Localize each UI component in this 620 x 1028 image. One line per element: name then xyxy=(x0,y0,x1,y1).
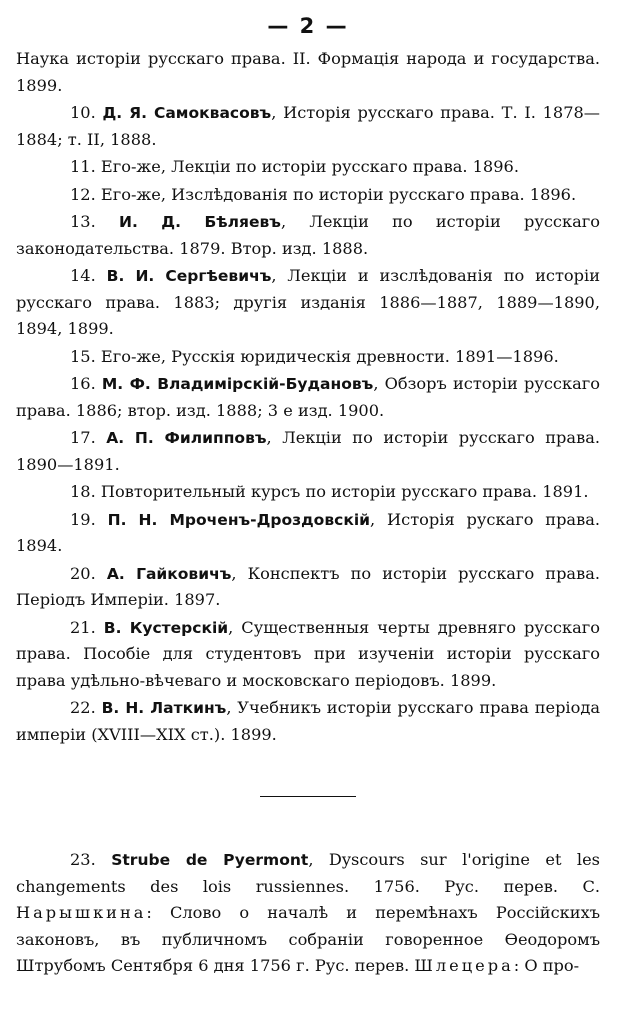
entry-author: И. Д. Бѣляевъ xyxy=(118,213,281,231)
entry-number: 17. xyxy=(70,428,96,447)
entry-author: В. И. Сергѣевичъ xyxy=(106,267,272,285)
translator-name: Шлецера xyxy=(414,956,514,975)
entry-number: 14. xyxy=(70,266,96,285)
bibliography-entry xyxy=(16,615,600,695)
entry-text: , Исторія русскаго права. Т. I. 1878—1884; т. II, 1888. xyxy=(16,103,600,149)
bibliography-entry xyxy=(16,344,600,371)
page-number: — 2 — xyxy=(267,14,349,38)
bibliography-entry xyxy=(16,100,600,153)
entry-text: , Лекціи по исторіи русскаго права. 1890—1891. xyxy=(16,428,600,474)
entry-text: , Учебникъ исторіи русскаго права періода имперіи (XVIII—XIX ст.). 1899. xyxy=(16,698,600,744)
entry-container xyxy=(16,100,600,748)
entry-number: 23. xyxy=(70,850,96,869)
entry-number: 15. xyxy=(70,346,96,366)
bibliography-entry xyxy=(16,507,600,560)
bibliography-entry xyxy=(16,425,600,478)
entry-author: Д. Я. Самоквасовъ xyxy=(102,104,272,122)
translator-name: Нарышкина xyxy=(16,903,147,922)
bibliography-entry xyxy=(16,479,600,506)
entry-text: , Существенныя черты древняго русскаго права. Пособіе для студентовъ при изученіи исторіи русскаго права удѣльно-вѣчеваго и московскаго періодовъ. 1899. xyxy=(16,617,600,690)
entry-number: 22. xyxy=(70,698,96,717)
entry-text: , Исторія рускаго права. 1894. xyxy=(16,509,600,555)
entry-text: Его-же, Лекціи по исторіи русскаго права. 1896. xyxy=(100,157,519,176)
entry-number: 13. xyxy=(70,212,96,231)
entry-number: 19. xyxy=(70,509,96,529)
entry-text: : О про- xyxy=(513,956,580,975)
entry-text: , Лекціи и изслѣдованія по исторіи русскаго права. 1883; другія изданія 1886—1887, 1889—1890, 1894, 1899. xyxy=(16,266,601,338)
bibliography-entry xyxy=(16,182,600,209)
entry-number: 18. xyxy=(70,482,96,501)
entry-number: 16. xyxy=(70,374,96,393)
entry-author: П. Н. Мроченъ-Дроздовскій xyxy=(107,510,371,529)
section-divider xyxy=(260,796,356,797)
bibliography-entry xyxy=(16,371,600,424)
bibliography-entry xyxy=(16,209,600,262)
entry-text: Его-же, Русскія юридическія древности. 1891—1896. xyxy=(100,346,559,366)
entry-text: Повторительный курсъ по исторіи русскаго права. 1891. xyxy=(100,482,589,501)
entry-text: , Обзоръ исторіи русскаго права. 1886; втор. изд. 1888; 3 е изд. 1900. xyxy=(16,374,600,420)
bibliography-list xyxy=(16,46,600,748)
entry-text: , Конспектъ по исторіи русскаго права. Періодъ Имперіи. 1897. xyxy=(16,563,600,609)
entry-author: А. Гайковичъ xyxy=(106,564,232,583)
bibliography-entry xyxy=(16,154,600,181)
entry-author: М. Ф. Владимірскій-Будановъ xyxy=(101,375,374,393)
entry-text: , Лекціи по исторіи русскаго законодательства. 1879. Втор. изд. 1888. xyxy=(16,212,600,258)
entry-number: 11. xyxy=(70,157,96,176)
lead-text: Наука исторіи русскаго права. II. Формація народа и государства. 1899. xyxy=(16,49,600,95)
entry-text: Его-же, Изслѣдованія по исторіи русскаго права. 1896. xyxy=(100,184,577,204)
entry-author: А. П. Филипповъ xyxy=(106,429,267,447)
bibliography-entry-23 xyxy=(16,847,600,980)
entry-author: Strube de Pyermont xyxy=(111,851,309,869)
bibliography-entry xyxy=(16,695,600,748)
entry-number: 10. xyxy=(70,103,96,122)
entry-number: 21. xyxy=(70,617,96,637)
entry-author: В. Н. Латкинъ xyxy=(101,699,227,717)
entry-number: 12. xyxy=(70,184,96,204)
entry-author: В. Кустерскій xyxy=(103,618,229,637)
entry-text: : Слово о началѣ и перемѣнахъ Россійскихъ законовъ, въ публичномъ собраніи говоренное Өеодоромъ Штрубомъ Сентября 6 дня 1756 г. Рус. перев. xyxy=(16,903,600,975)
entry-number: 20. xyxy=(70,563,96,583)
bibliography-entry xyxy=(16,561,600,614)
bibliography-entry xyxy=(16,263,600,343)
entry-text: , Dyscours sur l'origine et les changements des lois russiennes. 1756. Рус. перев. С. xyxy=(16,850,600,896)
